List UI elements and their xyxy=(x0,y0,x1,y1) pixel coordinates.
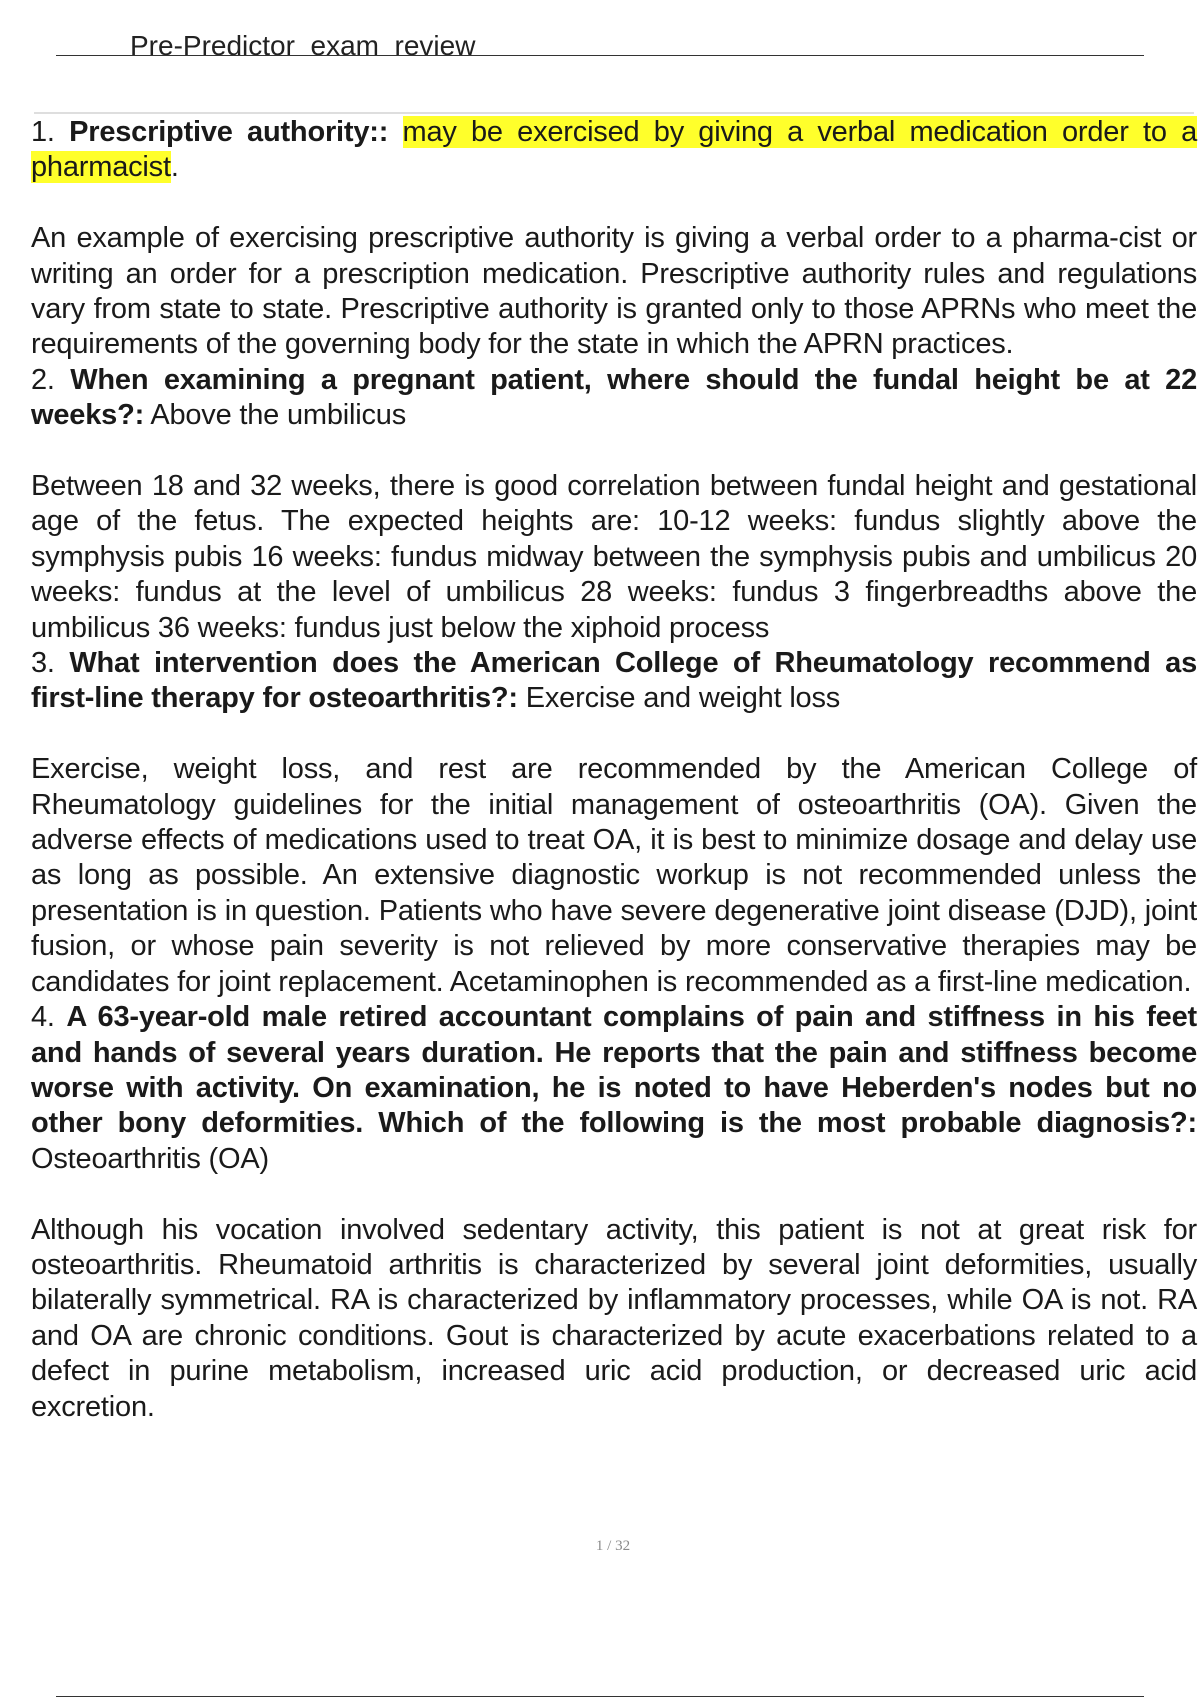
explanation-4: Although his vocation involved sedentary activity, this patient is not at great risk for osteoarthritis. Rheumatoid arthritis is characterized by several joint deformities, usually bilaterally symmetrical. RA is characterized by inflammatory processes, while OA is not. RA and OA are chronic conditions. Gout is characterized by acute exacerbations related to a defect in purine metabolism, increased uric acid production, or decreased uric acid excretion. xyxy=(31,1213,1197,1423)
question-text: A 63-year-old male retired accountant complains of pain and stiffness in his feet and hands of several years duration. He reports that the pain and stiffness become worse with activity. On examination, he is noted to have Heberden's nodes but no other bony deformities. Which of the following is the most probable diagnosis?: xyxy=(31,1001,1197,1140)
page-number: 1 / 32 xyxy=(595,1538,631,1554)
question-item-3 xyxy=(31,646,1197,717)
question-number: 2. xyxy=(31,363,55,396)
question-item-4 xyxy=(31,1000,1197,1177)
question-item-2 xyxy=(31,363,1197,434)
header-sub-rule xyxy=(34,112,1194,114)
footer-rule xyxy=(56,1696,1144,1697)
highlighted-answer: may be exercised by giving a verbal medication order to a pharmacist xyxy=(31,116,1197,184)
answer-text: Exercise and weight loss xyxy=(525,682,841,715)
answer-text: Osteoarthritis (OA) xyxy=(31,1142,269,1175)
question-text: When examining a pregnant patient, where should the fundal height be at 22 weeks?: xyxy=(31,363,1198,432)
question-text: What intervention does the American College of Rheumatology recommend as first-line therapy for osteoarthritis?: xyxy=(31,647,1197,715)
explanation-2: Between 18 and 32 weeks, there is good correlation between fundal height and gestational age of the fetus. The expected heights are: 10-12 weeks: fundus slightly above the symphysis pubis 16 weeks: fundus midway between the symphysis pubis and umbilicus 20 weeks: fundus at the level of umbilicus 28 weeks: fundus 3 fingerbreadths above the umbilicus 36 weeks: fundus just below the xiphoid process xyxy=(31,470,1197,644)
question-number: 3. xyxy=(31,647,55,680)
question-number: 1. xyxy=(31,116,55,148)
answer-suffix: . xyxy=(170,151,179,184)
page-header-title: Pre-Predictor exam review xyxy=(130,30,476,61)
question-item-1 xyxy=(31,115,1197,186)
explanation-1: An example of exercising prescriptive authority is giving a verbal order to a pharma-cist or writing an order for a prescription medication. Prescriptive authority rules and regulations vary from state to state. Prescriptive authority is granted only to those APRNs who meet the requirements of the governing body for the state in which the APRN practices. xyxy=(31,222,1197,361)
question-number: 4. xyxy=(31,1001,55,1034)
document-body xyxy=(31,115,1197,1425)
explanation-3: Exercise, weight loss, and rest are recommended by the American College of Rheumatology guidelines for the initial management of osteoarthritis (OA). Given the adverse effects of medications used to treat OA, it is best to minimize dosage and delay use as long as possible. An extensive diagnostic workup is not recommended unless the presentation is in question. Patients who have severe degenerative joint disease (DJD), joint fusion, or whose pain severity is not relieved by more conservative therapies may be candidates for joint replacement. Acetaminophen is recommended as a first-line medication. xyxy=(31,753,1197,998)
answer-text: Above the umbilicus xyxy=(150,399,407,432)
header-rule xyxy=(56,55,1144,56)
question-text: Prescriptive authority:: xyxy=(69,116,389,148)
